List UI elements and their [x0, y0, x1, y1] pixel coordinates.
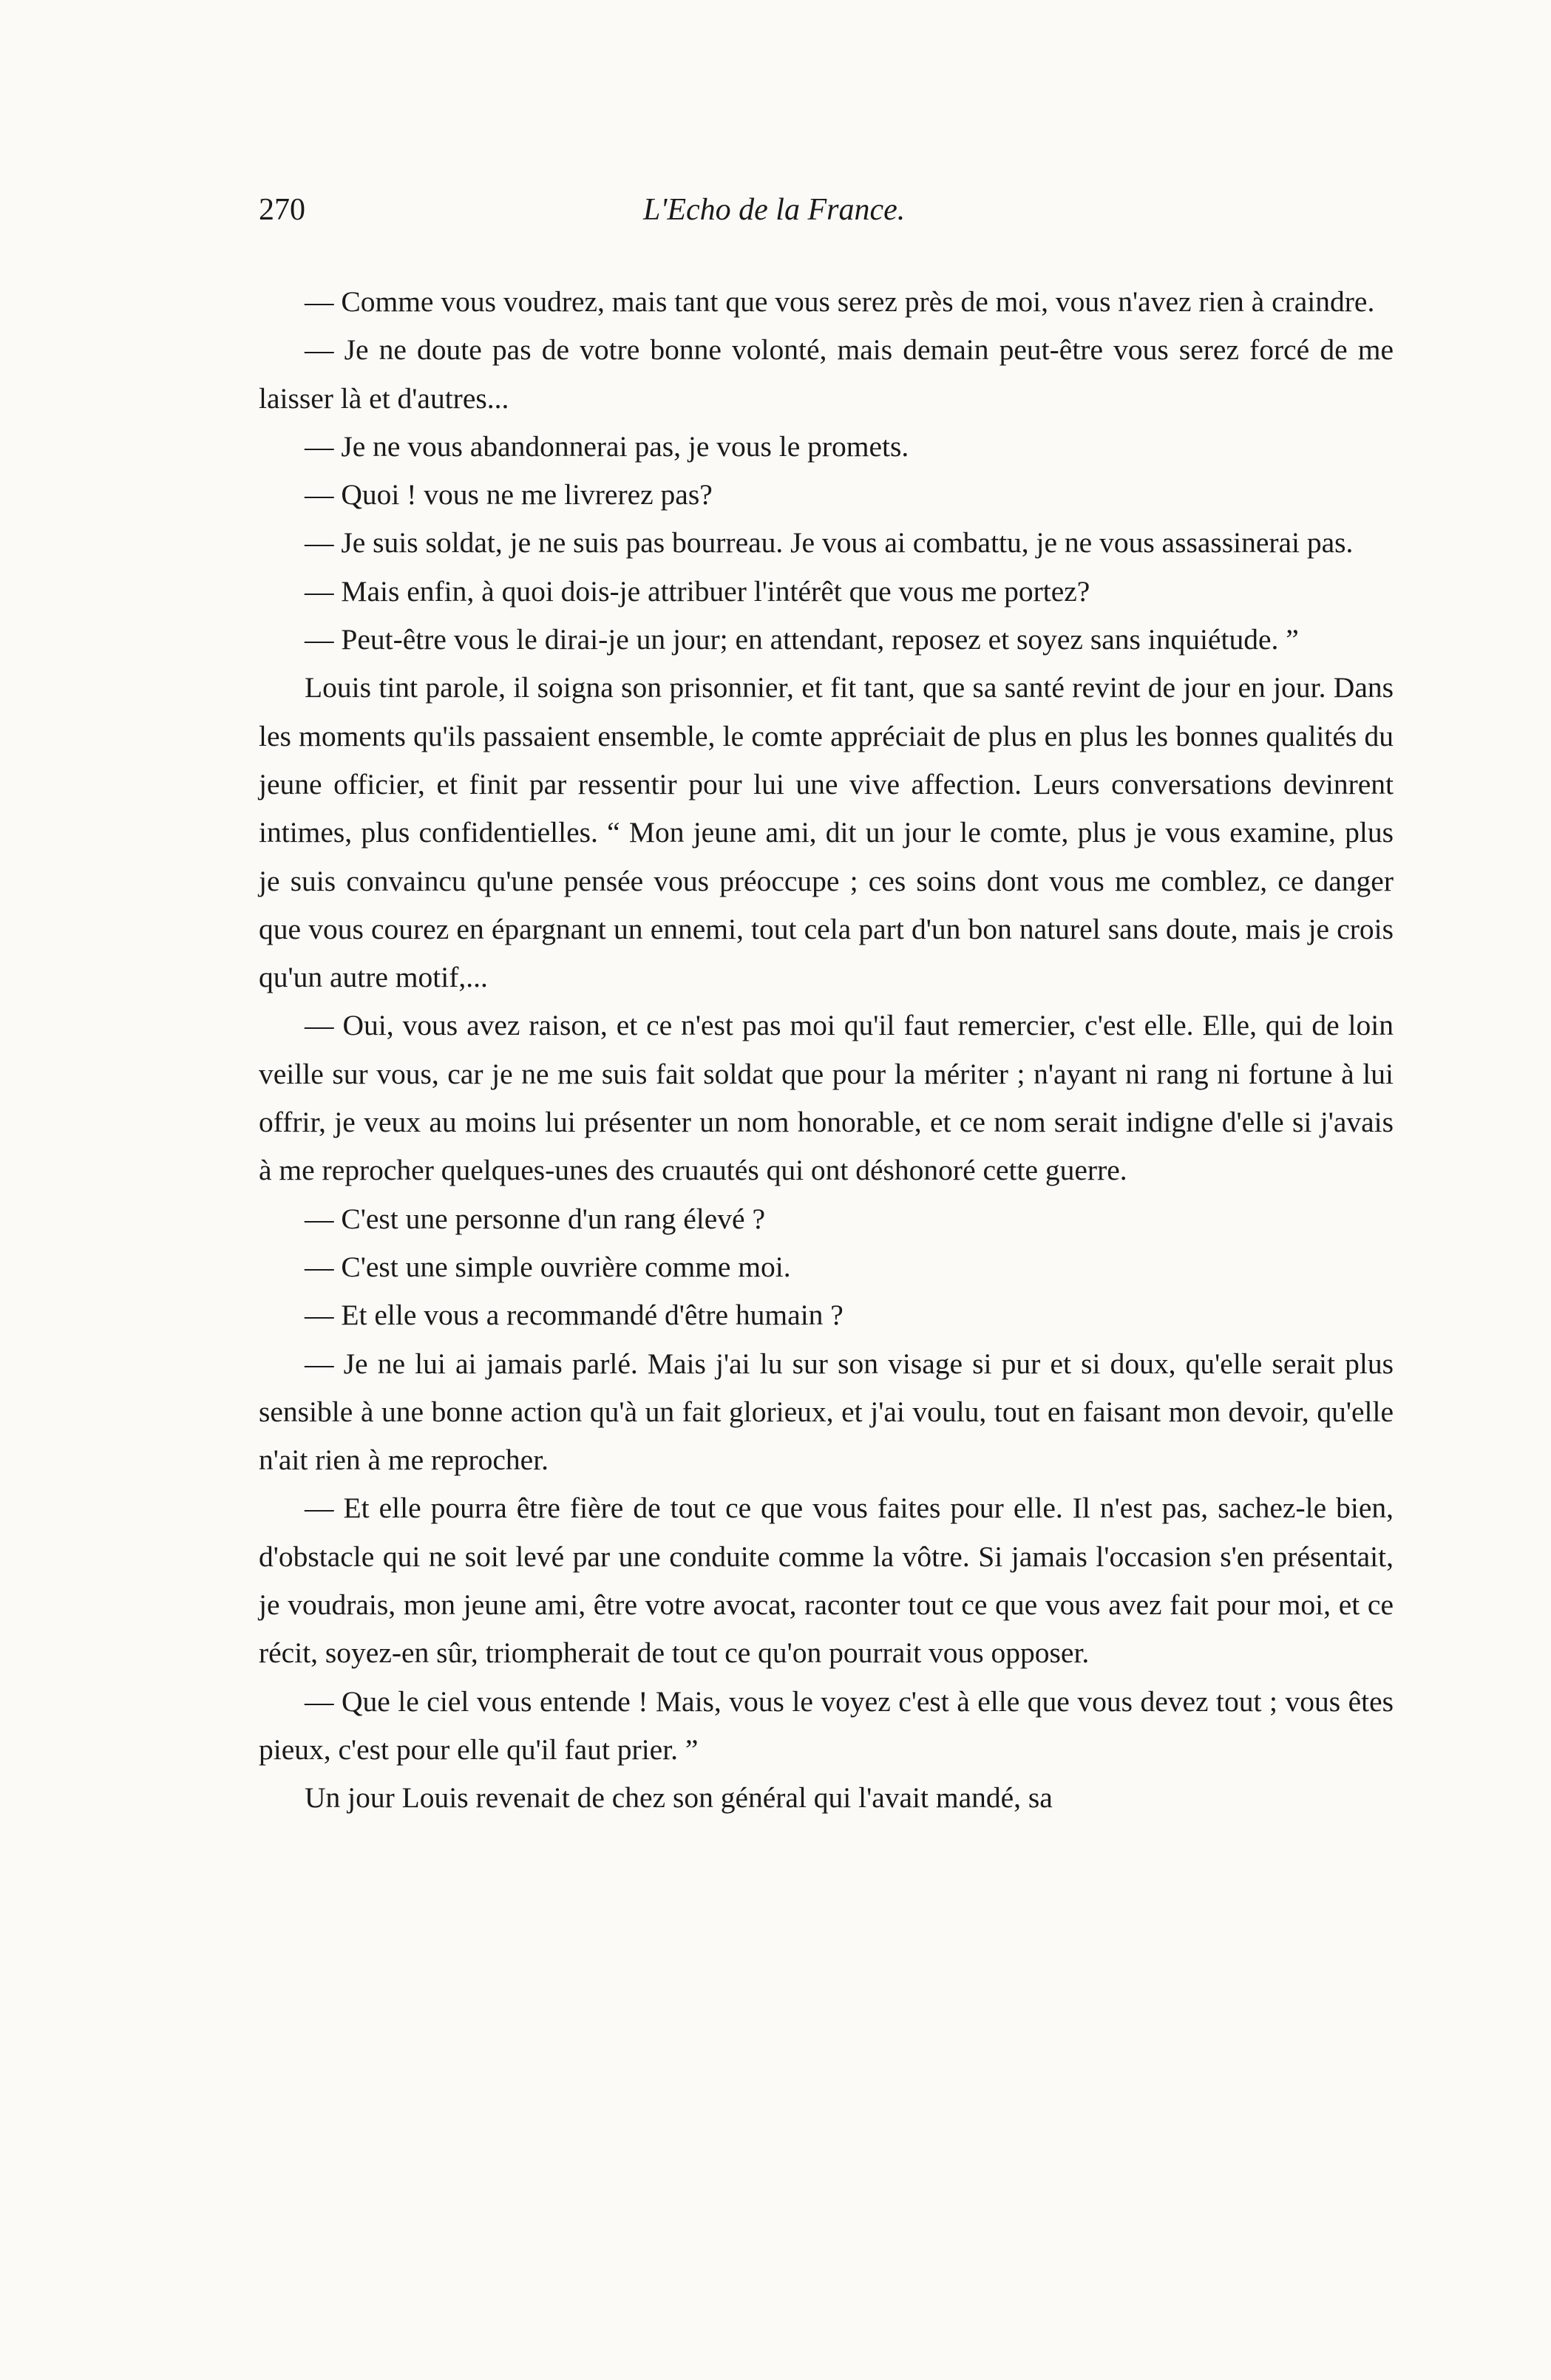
- paragraph: — C'est une simple ouvrière comme moi.: [305, 1250, 791, 1283]
- page-number: 270: [259, 193, 305, 227]
- book-page: [259, 192, 1394, 2336]
- paragraph: — Quoi ! vous ne me livrerez pas?: [305, 478, 713, 511]
- paragraph: Louis tint parole, il soigna son prisonnier, et fit tant, que sa santé revint de jour en jour. Dans les moments qu'ils passaient ensemble, le comte appréciait de plus en plus les bonnes qualités du jeune officier, et finit par ressentir pour lui une vive affection. Leurs conversations devinrent intimes, plus confidentielles. “ Mon jeune ami, dit un jour le comte, plus je vous examine, plus je suis convaincu qu'une pensée vous préoccupe ; ces soins dont vous me comblez, ce danger que vous courez en épargnant un ennemi, tout cela part d'un bon naturel sans doute, mais je crois qu'un autre motif,...: [259, 671, 1394, 994]
- paragraph: — Mais enfin, à quoi dois-je attribuer l'intérêt que vous me portez?: [305, 574, 1090, 608]
- running-title: L'Echo de la France.: [643, 193, 906, 227]
- paragraph: — Comme vous voudrez, mais tant que vous serez près de moi, vous n'avez rien à craindre.: [305, 285, 1375, 318]
- running-head: [259, 192, 1394, 244]
- paragraph: — Que le ciel vous entende ! Mais, vous le voyez c'est à elle que vous devez tout ; vous êtes pieux, c'est pour elle qu'il faut prier. ”: [259, 1684, 1394, 1766]
- paragraph: — Je ne lui ai jamais parlé. Mais j'ai lu sur son visage si pur et si doux, qu'elle serait plus sensible à une bonne action qu'à un fait glorieux, et j'ai voulu, tout en faisant mon devoir, qu'elle n'ait rien à me reprocher.: [259, 1347, 1394, 1477]
- paragraph: — Et elle vous a recommandé d'être humain ?: [305, 1299, 844, 1332]
- paragraph: — Je ne vous abandonnerai pas, je vous le promets.: [305, 429, 909, 463]
- paragraph: Un jour Louis revenait de chez son général qui l'avait mandé, sa: [305, 1781, 1053, 1815]
- paragraph: — Je ne doute pas de votre bonne volonté, mais demain peut-être vous serez forcé de me laisser là et d'autres...: [259, 333, 1394, 415]
- paragraph: — Je suis soldat, je ne suis pas bourreau. Je vous ai combattu, je ne vous assassinerai pas.: [305, 526, 1354, 560]
- paragraph: — Et elle pourra être fière de tout ce que vous faites pour elle. Il n'est pas, sachez-le bien, d'obstacle qui ne soit levé par une conduite comme la vôtre. Si jamais l'occasion s'en présentait, je voudrais, mon jeune ami, être votre avocat, raconter tout ce que vous avez fait pour moi, et ce récit, soyez-en sûr, triompherait de tout ce qu'on pourrait vous opposer.: [259, 1492, 1394, 1670]
- paragraph: — C'est une personne d'un rang élevé ?: [305, 1202, 765, 1235]
- body-text: [259, 278, 1394, 1823]
- paragraph: — Peut-être vous le dirai-je un jour; en attendant, reposez et soyez sans inquiétude. ”: [305, 623, 1299, 656]
- paragraph: — Oui, vous avez raison, et ce n'est pas moi qu'il faut remercier, c'est elle. Elle, qui de loin veille sur vous, car je ne me suis fait soldat que pour la mériter ; n'ayant ni rang ni fortune à lui offrir, je veux au moins lui présenter un nom honorable, et ce nom serait indigne d'elle si j'avais à me reprocher quelques-unes des cruautés qui ont déshonoré cette guerre.: [259, 1009, 1394, 1187]
